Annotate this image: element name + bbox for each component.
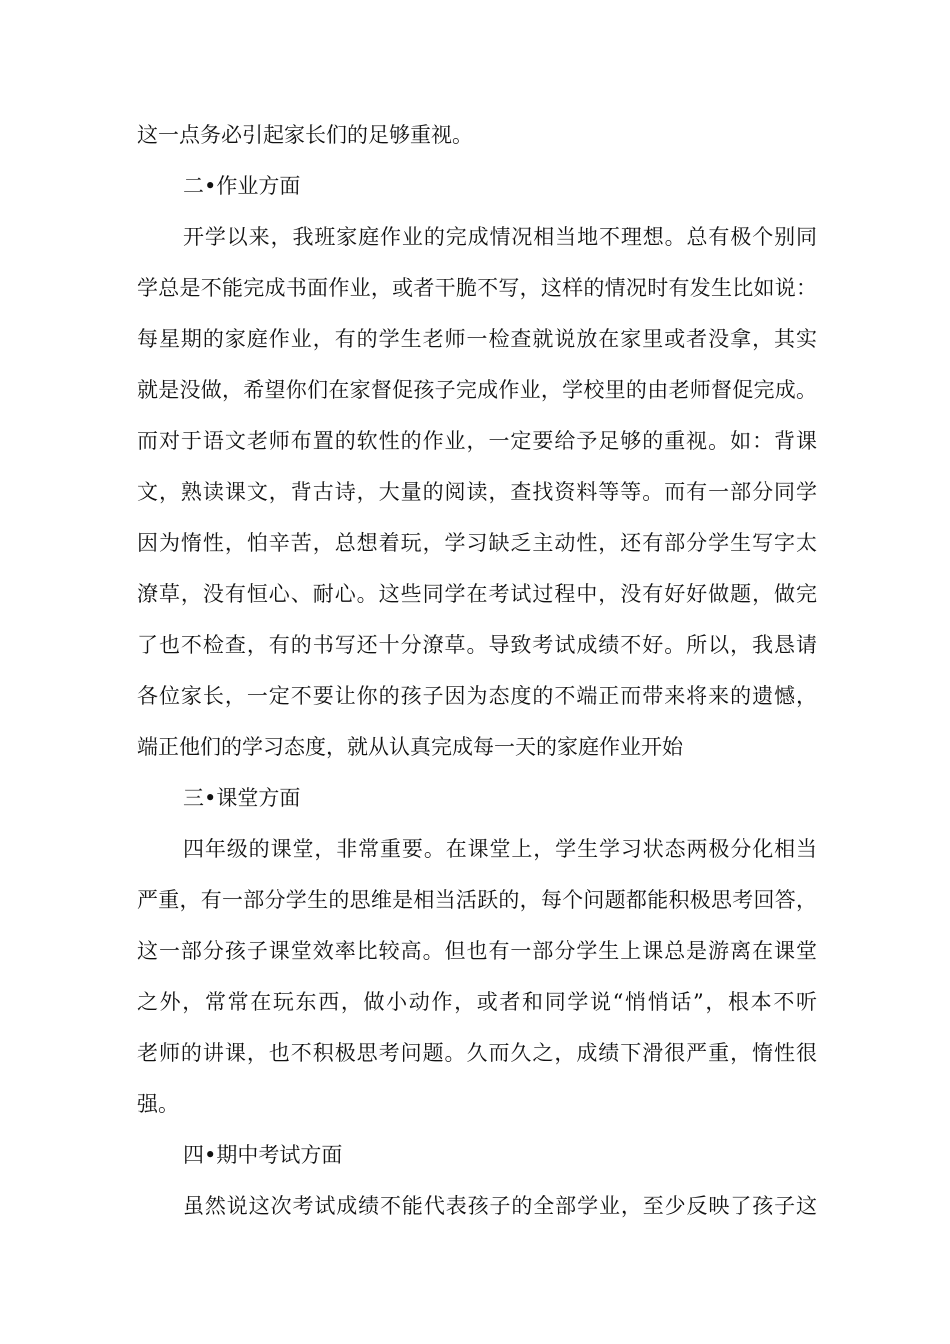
text-line: 虽然说这次考试成绩不能代表孩子的全部学业，至少反映了孩子这: [183, 1194, 817, 1218]
text-line: 开学以来，我班家庭作业的完成情况相当地不理想。总有极个别同: [183, 225, 817, 249]
text-line: 老师的讲课，也不积极思考问题。久而久之，成绩下滑很严重，惰性很: [137, 1041, 817, 1065]
text-line: 文，熟读课文，背古诗，大量的阅读，查找资料等等。而有一部分同学: [137, 480, 817, 504]
text-line: 强。: [137, 1092, 179, 1116]
text-line: 端正他们的学习态度，就从认真完成每一天的家庭作业开始: [137, 735, 683, 759]
text-line: 因为惰性，怕辛苦，总想着玩，学习缺乏主动性，还有部分学生写字太: [137, 531, 817, 555]
text-line: 了也不检查，有的书写还十分潦草。导致考试成绩不好。所以，我恳请: [137, 633, 817, 657]
text-line: 之外，常常在玩东西，做小动作，或者和同学说“悄悄话”，根本不听: [137, 990, 817, 1014]
text-line: 各位家长，一定不要让你的孩子因为态度的不端正而带来将来的遗憾，: [137, 684, 817, 708]
document-body: [137, 110, 817, 1232]
text-line: 这一部分孩子课堂效率比较高。但也有一部分学生上课总是游离在课堂: [137, 939, 817, 963]
text-line: 就是没做，希望你们在家督促孩子完成作业，学校里的由老师督促完成。: [137, 378, 817, 402]
text-line: 每星期的家庭作业，有的学生老师一检查就说放在家里或者没拿，其实: [137, 327, 817, 351]
text-line: 而对于语文老师布置的软性的作业，一定要给予足够的重视。如：背课: [137, 429, 817, 453]
section-heading: 三•课堂方面: [183, 786, 301, 810]
text-line: 学总是不能完成书面作业，或者干脆不写，这样的情况时有发生比如说：: [137, 276, 817, 300]
text-line: 四年级的课堂，非常重要。在课堂上，学生学习状态两极分化相当: [183, 837, 817, 861]
text-line: 严重，有一部分学生的思维是相当活跃的，每个问题都能积极思考回答，: [137, 888, 817, 912]
section-heading: 四•期中考试方面: [183, 1143, 343, 1167]
section-heading: 二•作业方面: [183, 174, 301, 198]
document-page: [137, 110, 817, 1232]
text-line: 这一点务必引起家长们的足够重视。: [137, 123, 473, 147]
text-line: 潦草，没有恒心、耐心。这些同学在考试过程中，没有好好做题，做完: [137, 582, 817, 606]
